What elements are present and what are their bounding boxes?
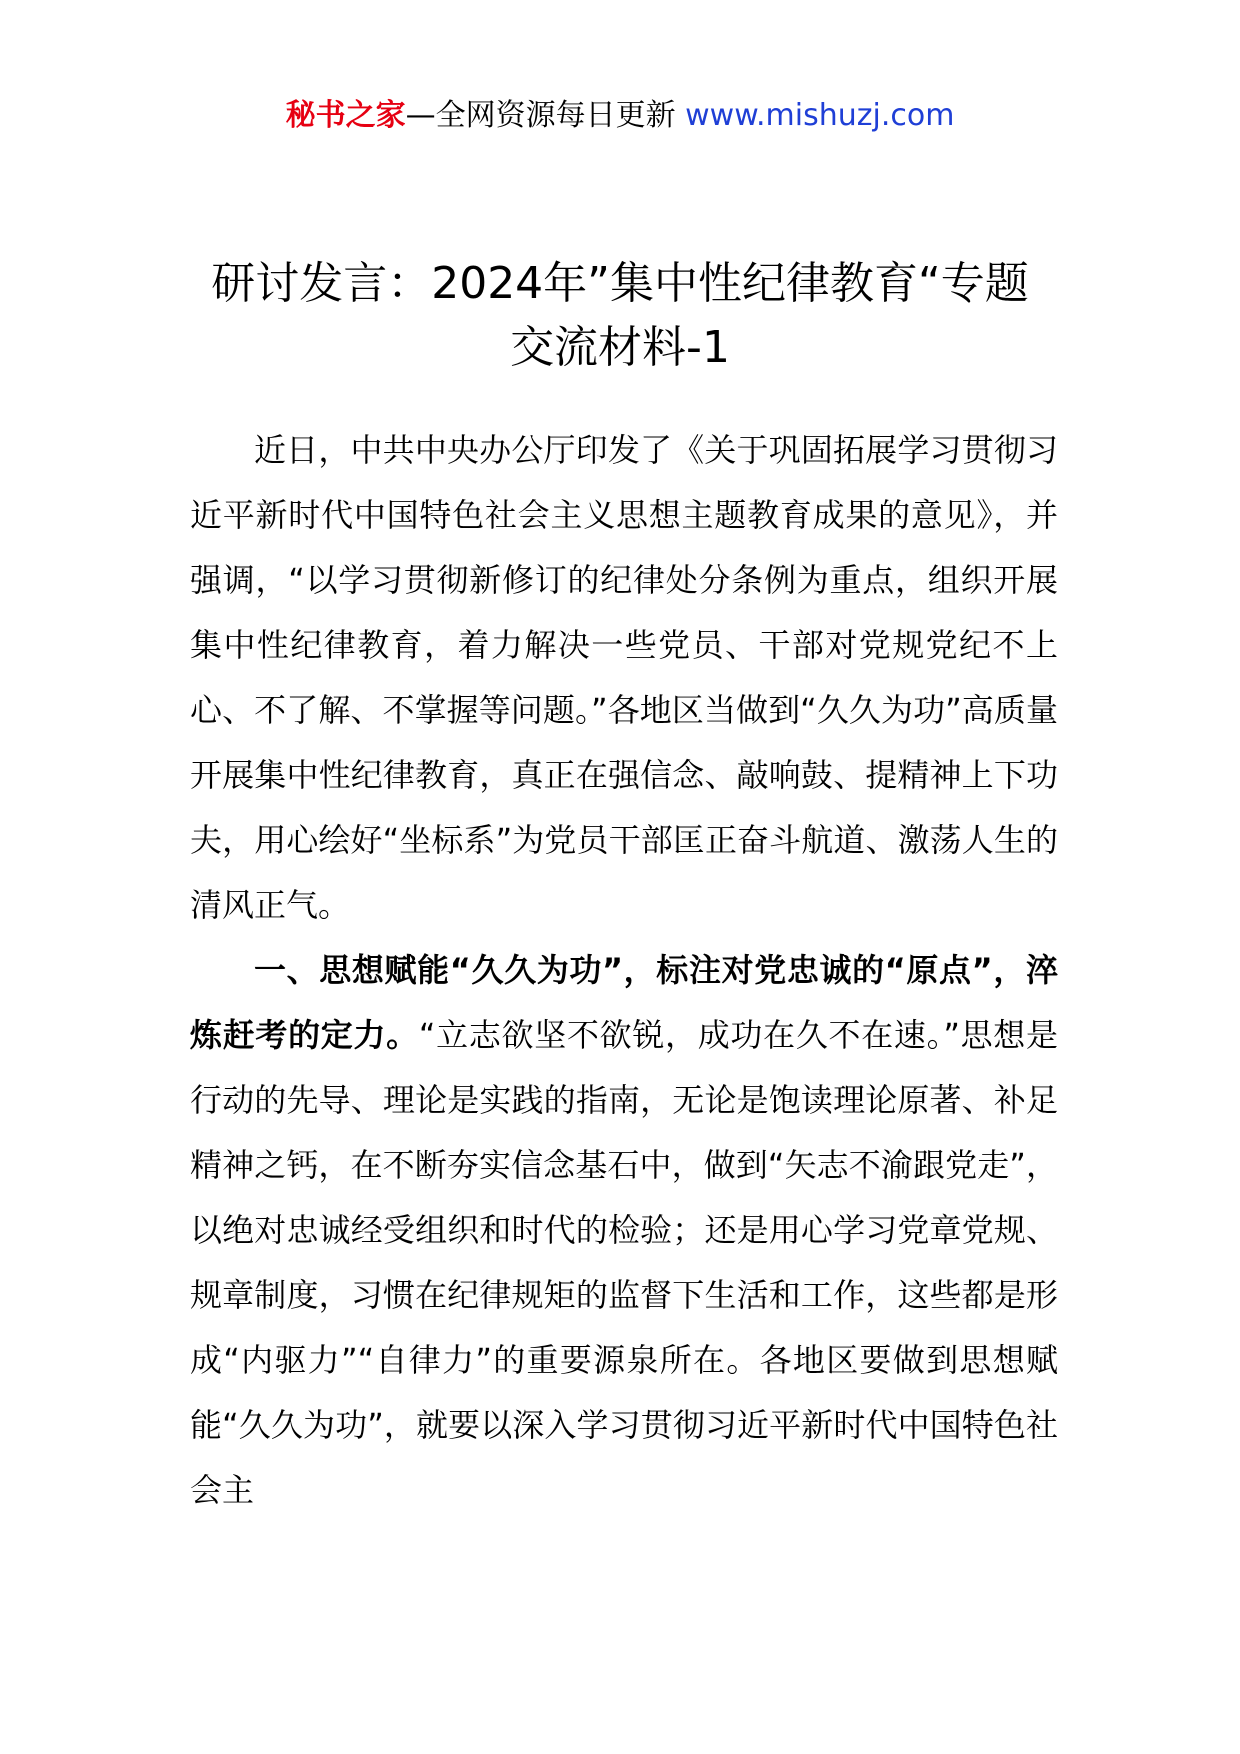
paragraph-text: 近日，中共中央办公厅印发了《关于巩固拓展学习贯彻习近平新时代中国特色社会主义思想主题教育成果的意见》，并强调，“以学习贯彻新修订的纪律处分条例为重点，组织开展集中性纪律教育，着力解决一些党员、干部对党规党纪不上心、不了解、不掌握等问题。”各地区当做到“久久为功”高质量开展集中性纪律教育，真正在强信念、敲响鼓、提精神上下功夫，用心绘好“坐标系”为党员干部匡正奋斗航道、激荡人生的清风正气。 <box>190 431 1058 924</box>
document-body <box>190 418 1058 1523</box>
paragraph-intro <box>190 418 1058 938</box>
site-header <box>0 96 1240 136</box>
site-url-link[interactable]: www.mishuzj.com <box>685 98 955 133</box>
document-title: 研讨发言：2024年”集中性纪律教育“专题交流材料-1 <box>211 258 1029 373</box>
paragraph-text: “立志欲坚不欲锐，成功在久不在速。”思想是行动的先导、理论是实践的指南，无论是饱读理论原著、补足精神之钙，在不断夯实信念基石中，做到“矢志不渝跟党走”，以绝对忠诚经受组织和时代的检验；还是用心学习党章党规、规章制度，习惯在纪律规矩的监督下生活和工作，这些都是形成“内驱力”“自律力”的重要源泉所在。各地区要做到思想赋能“久久为功”，就要以深入学习贯彻习近平新时代中国特色社会主 <box>190 1016 1058 1509</box>
header-slogan: —全网资源每日更新 <box>405 98 686 133</box>
section-heading: 一、思想赋能“久久为功”，标注对党忠诚的“原点”，淬炼赶考的定力。 <box>190 951 1058 1054</box>
paragraph-section-one <box>190 938 1058 1523</box>
brand-name: 秘书之家 <box>285 98 406 133</box>
